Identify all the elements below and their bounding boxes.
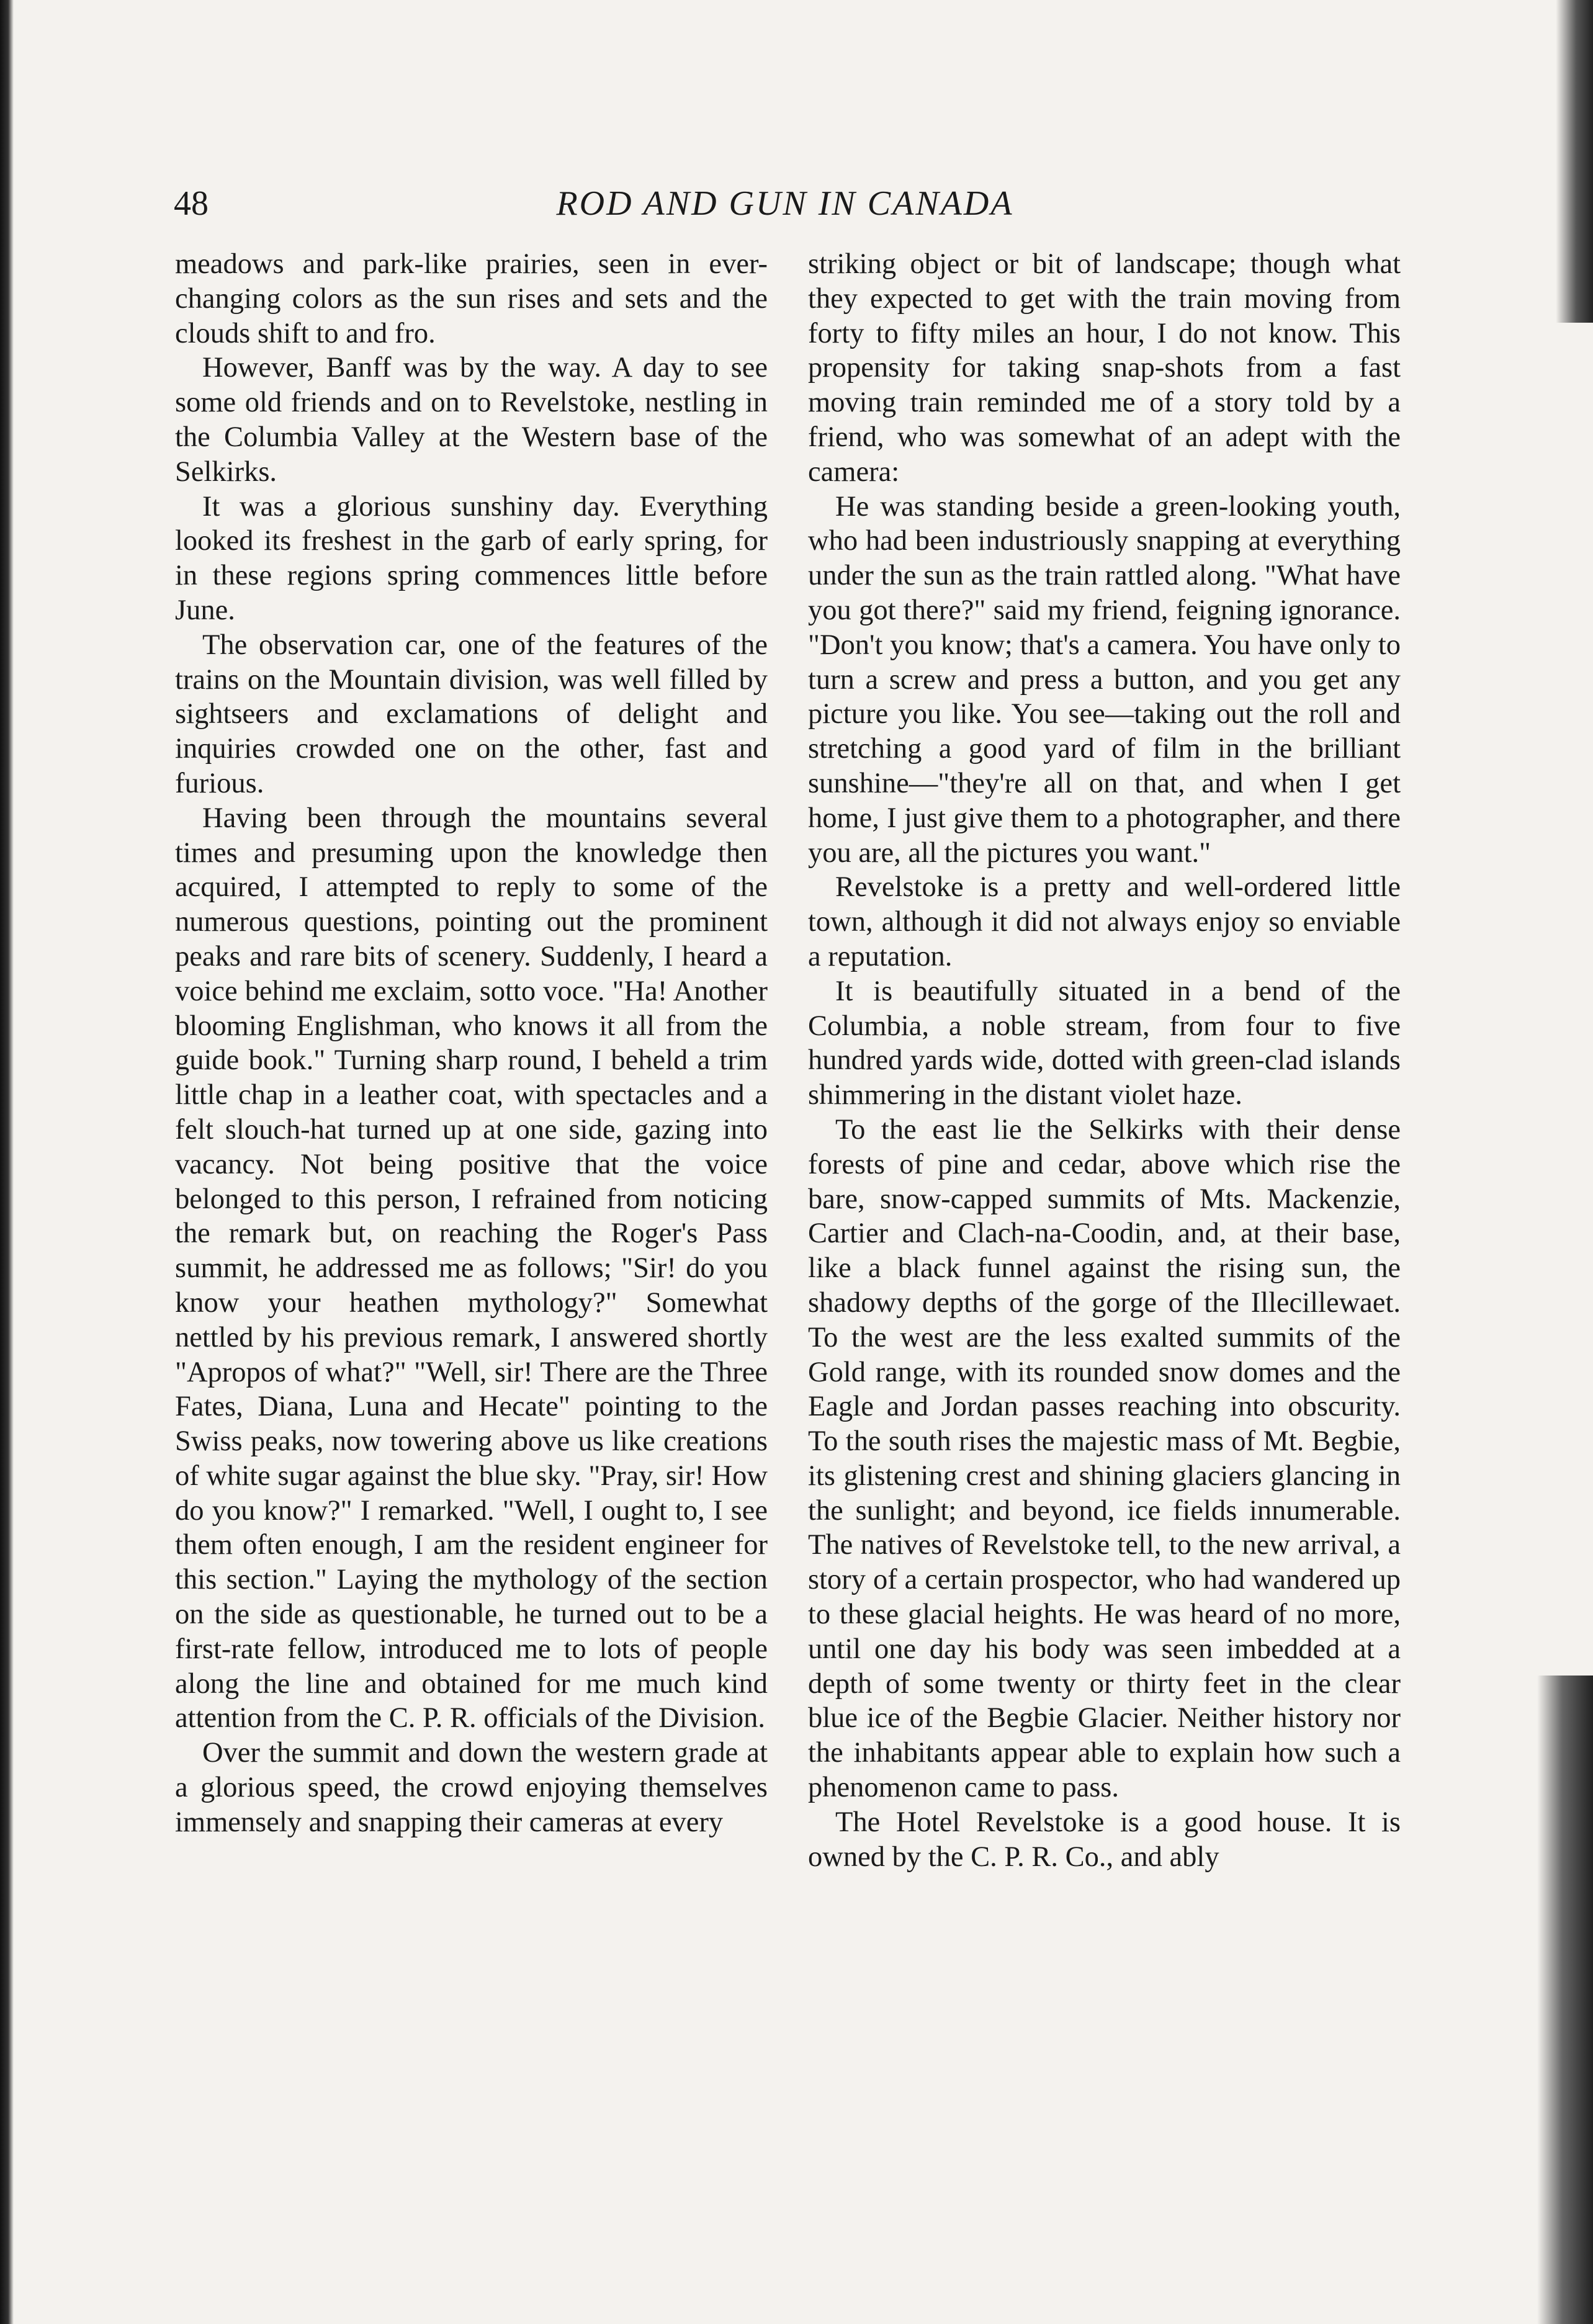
paragraph: It is beautifully situated in a bend of the Columbia, a noble stream, from four to five hundred yards wide, dotted with green-clad islands shimmering in the distant violet haze. [808,975,1401,1111]
paragraph: Revelstoke is a pretty and well-ordered little town, although it did not always enjoy so enviable a reputation. [808,871,1401,972]
running-title: ROD AND GUN IN CANADA [556,184,1014,223]
page-scan-edge-right-mid [1537,1676,1593,2324]
paragraph: Over the summit and down the western grade at a glorious speed, the crowd enjoying themselves immensely and snapping their cameras at every [175,1737,768,1838]
left-column [175,247,768,1840]
paragraph: The Hotel Revelstoke is a good house. It is owned by the C. P. R. Co., and ably [808,1806,1401,1873]
paragraph: It was a glorious sunshiny day. Everything looked its freshest in the garb of early spring, for in these regions spring commences little before June. [175,490,768,626]
paragraph: Having been through the mountains several times and presuming upon the knowledge then acquired, I attempted to reply to some of the numerous questions, pointing out the prominent peaks and rare bits of scenery. Suddenly, I heard a voice behind me exclaim, sotto voce. "Ha! Another blooming Englishman, who knows it all from the guide book." Turning sharp round, I beheld a trim little chap in a leather coat, with spectacles and a felt slouch-hat turned up at one side, gazing into vacancy. Not being positive that the voice belonged to this person, I refrained from noticing the remark but, on reaching the Roger's Pass summit, he addressed me as follows; "Sir! do you know your heathen mythology?" Somewhat nettled by his previous remark, I answered shortly "Apropos of what?" "Well, sir! There are the Three Fates, Diana, Luna and Hecate" pointing to the Swiss peaks, now towering above us like creations of white sugar against the blue sky. "Pray, sir! How do you know?" I remarked. "Well, I ought to, I see them often enough, I am the resident engineer for this section." Laying the mythology of the section on the side as questionable, he turned out to be a first-rate fellow, introduced me to lots of people along the line and obtained for me much kind attention from the C. P. R. officials of the Division. [175,802,768,1734]
paragraph: meadows and park-like prairies, seen in ever-changing colors as the sun rises and sets and the clouds shift to and fro. [175,248,768,349]
page-number: 48 [174,184,209,223]
page-header [174,179,1396,228]
page-scan-edge-left [0,0,14,2324]
paragraph: However, Banff was by the way. A day to see some old friends and on to Revelstoke, nestling in the Columbia Valley at the Western base of the Selkirks. [175,352,768,488]
page-scan-edge-right-top [1556,0,1593,323]
paragraph: The observation car, one of the features of the trains on the Mountain division, was well filled by sightseers and exclamations of delight and inquiries crowded one on the other, fast and furious. [175,629,768,799]
paragraph: striking object or bit of landscape; though what they expected to get with the train moving from forty to fifty miles an hour, I do not know. This propensity for taking snap-shots from a fast moving train reminded me of a story told by a friend, who was somewhat of an adept with the camera: [808,248,1401,488]
right-column [808,247,1401,1874]
paragraph: To the east lie the Selkirks with their dense forests of pine and cedar, above which rise the bare, snow-capped summits of Mts. Mackenzie, Cartier and Clach-na-Coodin, and, at their base, like a black funnel against the rising sun, the shadowy depths of the gorge of the Illecillewaet. To the west are the less exalted summits of the Gold range, with its rounded snow domes and the Eagle and Jordan passes reaching into obscurity. To the south rises the majestic mass of Mt. Begbie, its glistening crest and shining glaciers glancing in the sunlight; and beyond, ice fields innumerable. The natives of Revelstoke tell, to the new arrival, a story of a certain prospector, who had wandered up to these glacial heights. He was heard of no more, until one day his body was seen imbedded at a depth of some twenty or thirty feet in the clear blue ice of the Begbie Glacier. Neither history nor the inhabitants appear able to explain how such a phenomenon came to pass. [808,1113,1401,1804]
paragraph: He was standing beside a green-looking youth, who had been industriously snapping at everything under the sun as the train rattled along. "What have you got there?" said my friend, feigning ignorance. "Don't you know; that's a camera. You have only to turn a screw and press a button, and you get any picture you like. You see—taking out the roll and stretching a good yard of film in the brilliant sunshine—"they're all on that, and when I get home, I just give them to a photographer, and there you are, all the pictures you want." [808,490,1401,869]
